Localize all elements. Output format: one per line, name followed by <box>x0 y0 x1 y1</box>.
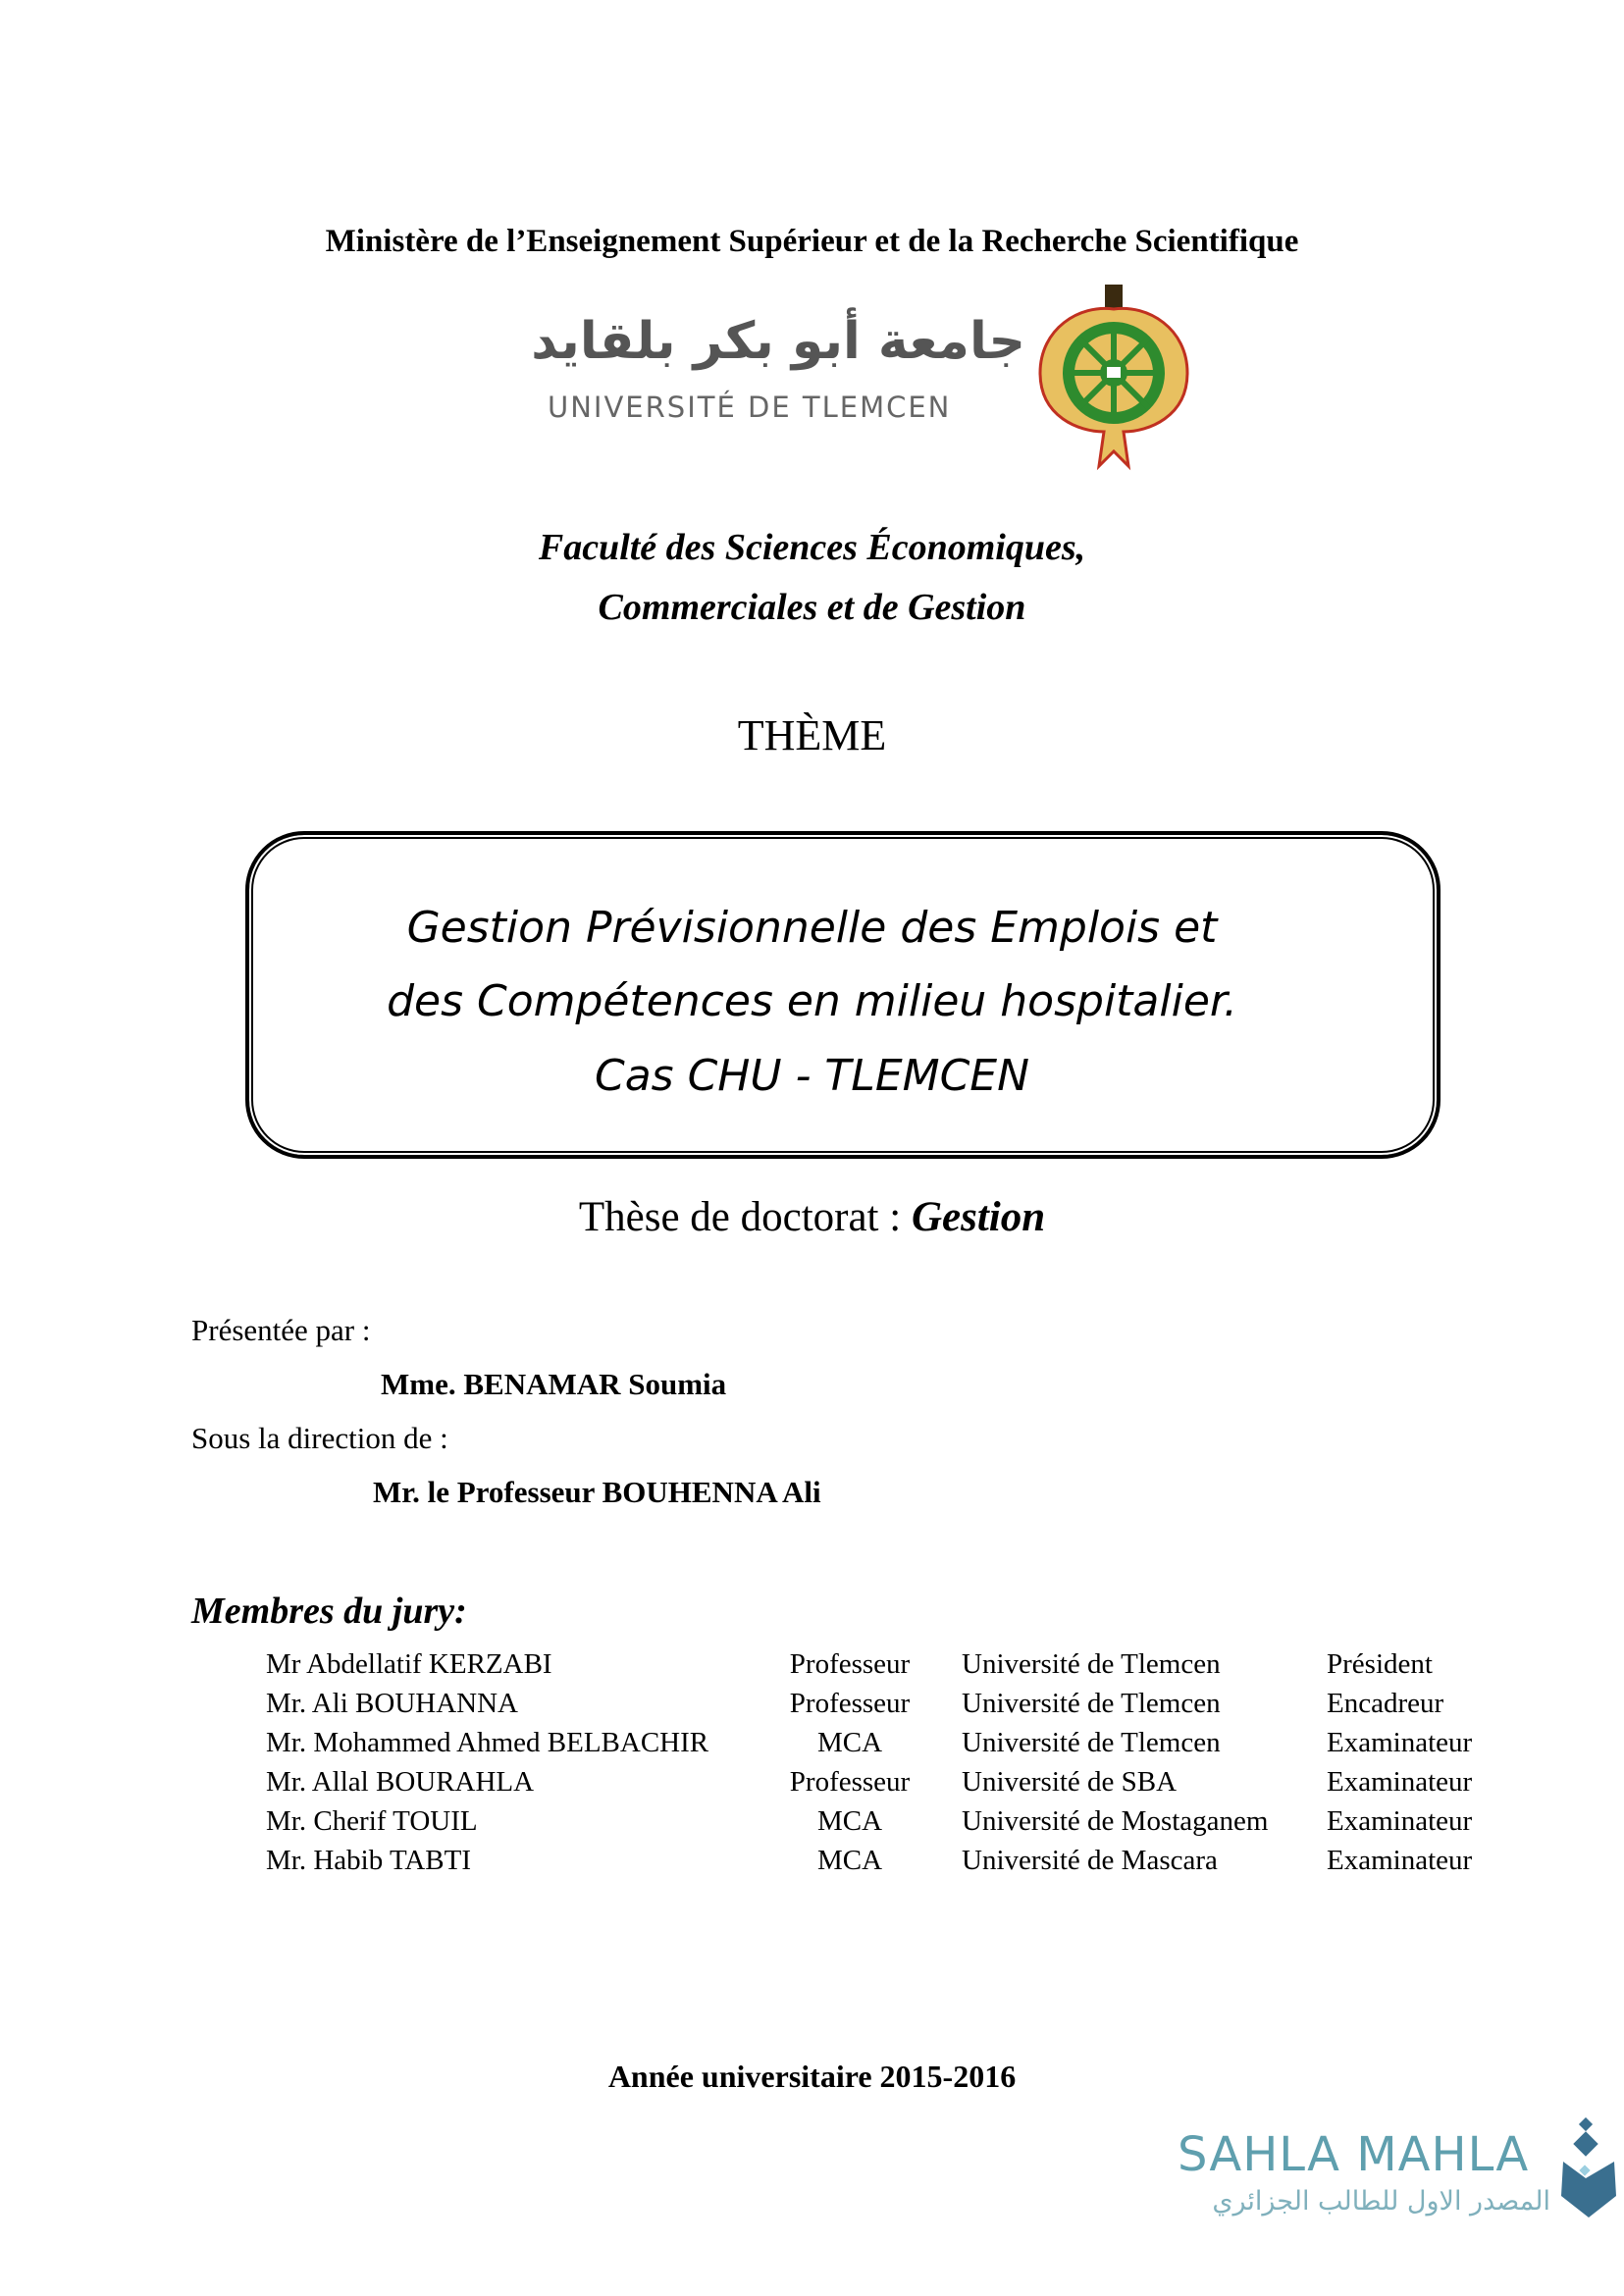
jury-row <box>0 1845 1624 1884</box>
author-name: Mme. BENAMAR Soumia <box>381 1367 727 1401</box>
jury-row <box>0 1648 1624 1688</box>
jury-row <box>0 1766 1624 1805</box>
jury-name: Mr. Cherif TOUIL <box>266 1805 478 1837</box>
university-logo-french: UNIVERSITÉ DE TLEMCEN <box>548 391 952 424</box>
director-name: Mr. le Professeur BOUHENNA Ali <box>373 1475 821 1509</box>
watermark-tagline: المصدر الاول للطالب الجزائري <box>1212 2186 1550 2217</box>
jury-university: Université de SBA <box>962 1766 1178 1798</box>
jury-row <box>0 1805 1624 1845</box>
thesis-type <box>0 1193 1624 1241</box>
jury-university: Université de Mascara <box>962 1845 1218 1876</box>
jury-role: Président <box>1327 1648 1433 1680</box>
jury-role: Examinateur <box>1327 1805 1473 1837</box>
thesis-title-line-3: Cas CHU - TLEMCEN <box>594 1051 1030 1101</box>
jury-university: Université de Tlemcen <box>962 1648 1221 1680</box>
jury-role: Examinateur <box>1327 1727 1473 1758</box>
university-emblem-icon <box>1030 285 1197 471</box>
thesis-type-prefix: Thèse de doctorat : <box>578 1194 912 1240</box>
presented-by-label: Présentée par : <box>191 1313 371 1347</box>
jury-grade: MCA <box>816 1727 883 1758</box>
jury-role: Examinateur <box>1327 1766 1473 1798</box>
watermark-logo-icon <box>1555 2117 1622 2220</box>
theme-label: THÈME <box>737 711 887 759</box>
jury-grade: Professeur <box>789 1688 911 1719</box>
jury-title: Membres du jury: <box>191 1591 467 1632</box>
jury-grade: Professeur <box>789 1766 911 1798</box>
jury-name: Mr Abdellatif KERZABI <box>266 1648 552 1680</box>
jury-role: Encadreur <box>1327 1688 1444 1719</box>
jury-role: Examinateur <box>1327 1845 1473 1876</box>
jury-name: Mr. Habib TABTI <box>266 1845 471 1876</box>
jury-row <box>0 1727 1624 1766</box>
faculty-line-1: Faculté des Sciences Économiques, <box>538 527 1086 568</box>
jury-university: Université de Tlemcen <box>962 1688 1221 1719</box>
thesis-title-line-1: Gestion Prévisionnelle des Emplois et <box>406 903 1218 953</box>
ministry-heading: Ministère de l’Enseignement Supérieur et de la Recherche Scientifique <box>325 224 1299 259</box>
jury-name: Mr. Allal BOURAHLA <box>266 1766 535 1798</box>
university-logo-arabic: جامعة أبو بكر بلقايد <box>531 312 1025 371</box>
thesis-field: Gestion <box>911 1194 1046 1240</box>
academic-year: Année universitaire 2015-2016 <box>607 2059 1017 2094</box>
thesis-title-line-2: des Compétences en milieu hospitalier. <box>387 976 1237 1026</box>
jury-university: Université de Mostaganem <box>962 1805 1269 1837</box>
direction-label: Sous la direction de : <box>191 1421 448 1455</box>
jury-grade: Professeur <box>789 1648 911 1680</box>
jury-name: Mr. Mohammed Ahmed BELBACHIR <box>266 1727 709 1758</box>
jury-university: Université de Tlemcen <box>962 1727 1221 1758</box>
jury-grade: MCA <box>816 1805 883 1837</box>
faculty-line-2: Commerciales et de Gestion <box>598 587 1026 628</box>
jury-grade: MCA <box>816 1845 883 1876</box>
jury-row <box>0 1688 1624 1727</box>
watermark-name: SAHLA MAHLA <box>1178 2127 1530 2182</box>
jury-name: Mr. Ali BOUHANNA <box>266 1688 518 1719</box>
